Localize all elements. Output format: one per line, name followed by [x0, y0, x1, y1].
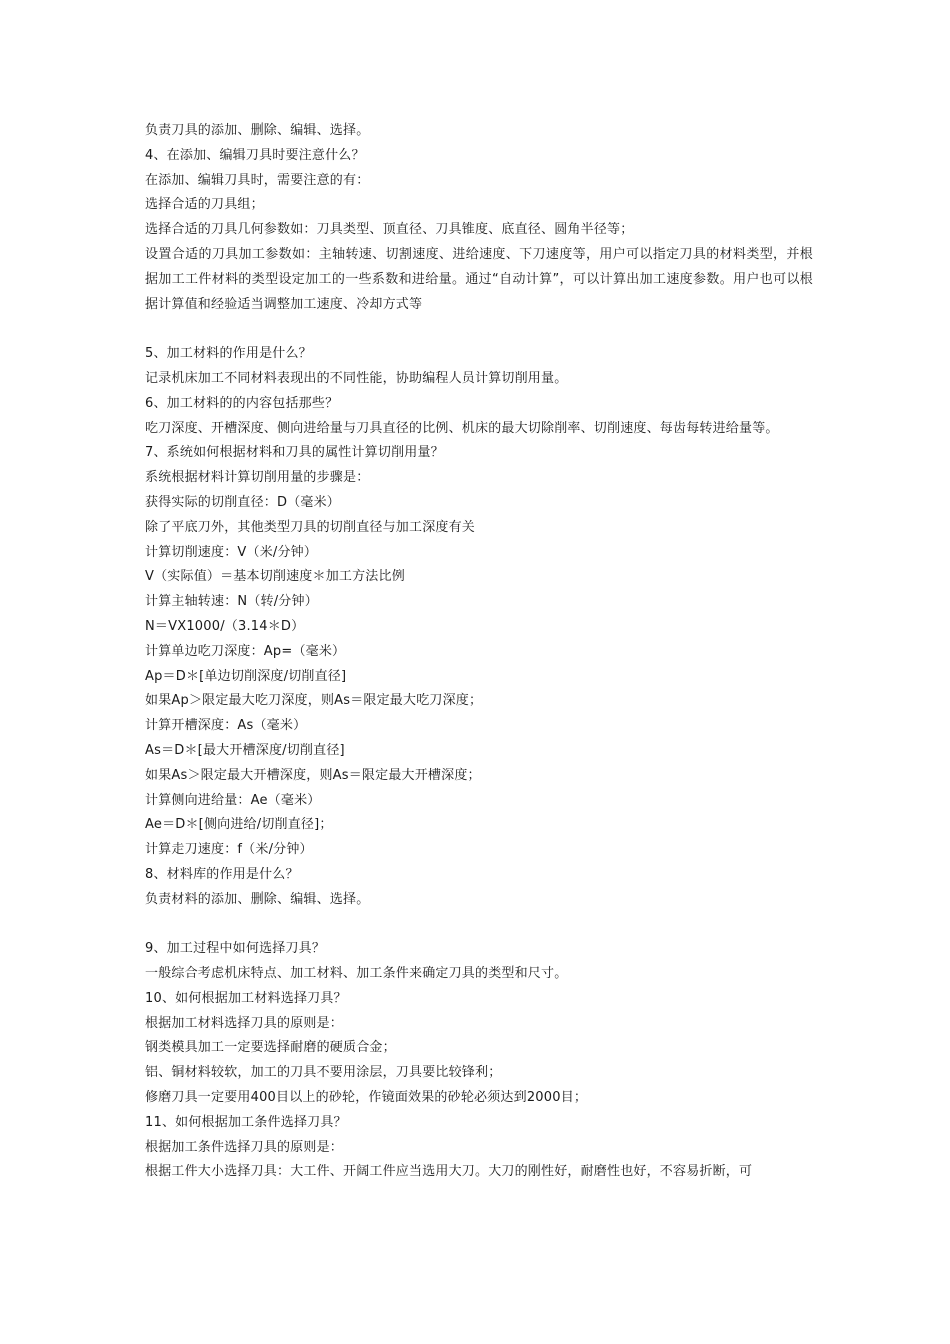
paragraph: 计算主轴转速：N（转/分钟）: [145, 594, 318, 610]
question-heading: 6、加工材料的的内容包括那些？: [145, 395, 339, 411]
paragraph: 计算单边吃刀深度：Ap=（毫米）: [145, 643, 346, 659]
question-heading: 11、如何根据加工条件选择刀具？: [145, 1114, 347, 1130]
paragraph: 设置合适的刀具加工参数如：主轴转速、切割速度、进给速度、下刀速度等，用户可以指定刀具的材料类型，并根据加工工件材料的类型设定加工的一些系数和进给量。通过“自动计算”，可以计算出加工速度参数。用户也可以根据计算值和经验适当调整加工速度、冷却方式等: [145, 246, 813, 312]
paragraph: 根据加工材料选择刀具的原则是：: [145, 1015, 344, 1031]
document-body: [145, 119, 813, 1185]
paragraph: 选择合适的刀具几何参数如：刀具类型、顶直径、刀具锥度、底直径、圆角半径等；: [145, 222, 634, 238]
formula: As＝D＊[最大开槽深度/切削直径]: [145, 742, 345, 758]
paragraph: 如果Ap＞限定最大吃刀深度，则As＝限定最大吃刀深度；: [145, 693, 483, 709]
paragraph: 计算开槽深度：As（毫米）: [145, 718, 307, 734]
paragraph: 在添加、编辑刀具时，需要注意的有：: [145, 172, 370, 188]
paragraph: 获得实际的切削直径：D（毫米）: [145, 494, 341, 510]
question-heading: 9、加工过程中如何选择刀具？: [145, 941, 326, 957]
paragraph: 吃刀深度、开槽深度、侧向进给量与刀具直径的比例、机床的最大切除削率、切削速度、每齿每转进给量等。: [145, 420, 779, 436]
paragraph: 记录机床加工不同材料表现出的不同性能，协助编程人员计算切削用量。: [145, 370, 568, 386]
paragraph: 计算走刀速度：f（米/分钟）: [145, 842, 313, 858]
question-heading: 10、如何根据加工材料选择刀具？: [145, 990, 347, 1006]
formula: N＝VX1000/（3.14＊D）: [145, 618, 305, 634]
paragraph: 根据工件大小选择刀具：大工件、开阔工件应当选用大刀。大刀的刚性好，耐磨性也好，不容易折断，可: [145, 1164, 753, 1180]
question-heading: 5、加工材料的作用是什么？: [145, 346, 312, 362]
paragraph: 系统根据材料计算切削用量的步骤是：: [145, 470, 370, 486]
paragraph: 计算切削速度：V（米/分钟）: [145, 544, 318, 560]
paragraph: 一般综合考虑机床特点、加工材料、加工条件来确定刀具的类型和尺寸。: [145, 966, 568, 982]
question-heading: 8、材料库的作用是什么？: [145, 866, 299, 882]
paragraph: 铝、铜材料较软，加工的刀具不要用涂层，刀具要比较锋利；: [145, 1065, 502, 1081]
paragraph: 除了平底刀外，其他类型刀具的切削直径与加工深度有关: [145, 519, 476, 535]
paragraph: 负责材料的添加、删除、编辑、选择。: [145, 891, 370, 907]
question-heading: 7、系统如何根据材料和刀具的属性计算切削用量？: [145, 445, 444, 461]
paragraph: 修磨刀具一定要用400目以上的砂轮，作镜面效果的砂轮必须达到2000目；: [145, 1090, 588, 1106]
formula: V（实际值）＝基本切削速度＊加工方法比例: [145, 569, 405, 585]
blank-line: [145, 913, 813, 938]
formula: Ae＝D＊[侧向进给/切削直径]；: [145, 817, 333, 833]
question-heading: 4、在添加、编辑刀具时要注意什么？: [145, 147, 365, 163]
paragraph: 选择合适的刀具组；: [145, 197, 264, 213]
paragraph: 如果As＞限定最大开槽深度，则As＝限定最大开槽深度；: [145, 767, 481, 783]
paragraph: 负责刀具的添加、删除、编辑、选择。: [145, 123, 370, 138]
paragraph: 钢类模具加工一定要选择耐磨的硬质合金；: [145, 1040, 396, 1056]
paragraph: 计算侧向进给量：Ae（毫米）: [145, 792, 321, 808]
formula: Ap＝D＊[单边切削深度/切削直径]: [145, 668, 347, 684]
blank-line: [145, 317, 813, 342]
paragraph: 根据加工条件选择刀具的原则是：: [145, 1139, 344, 1155]
